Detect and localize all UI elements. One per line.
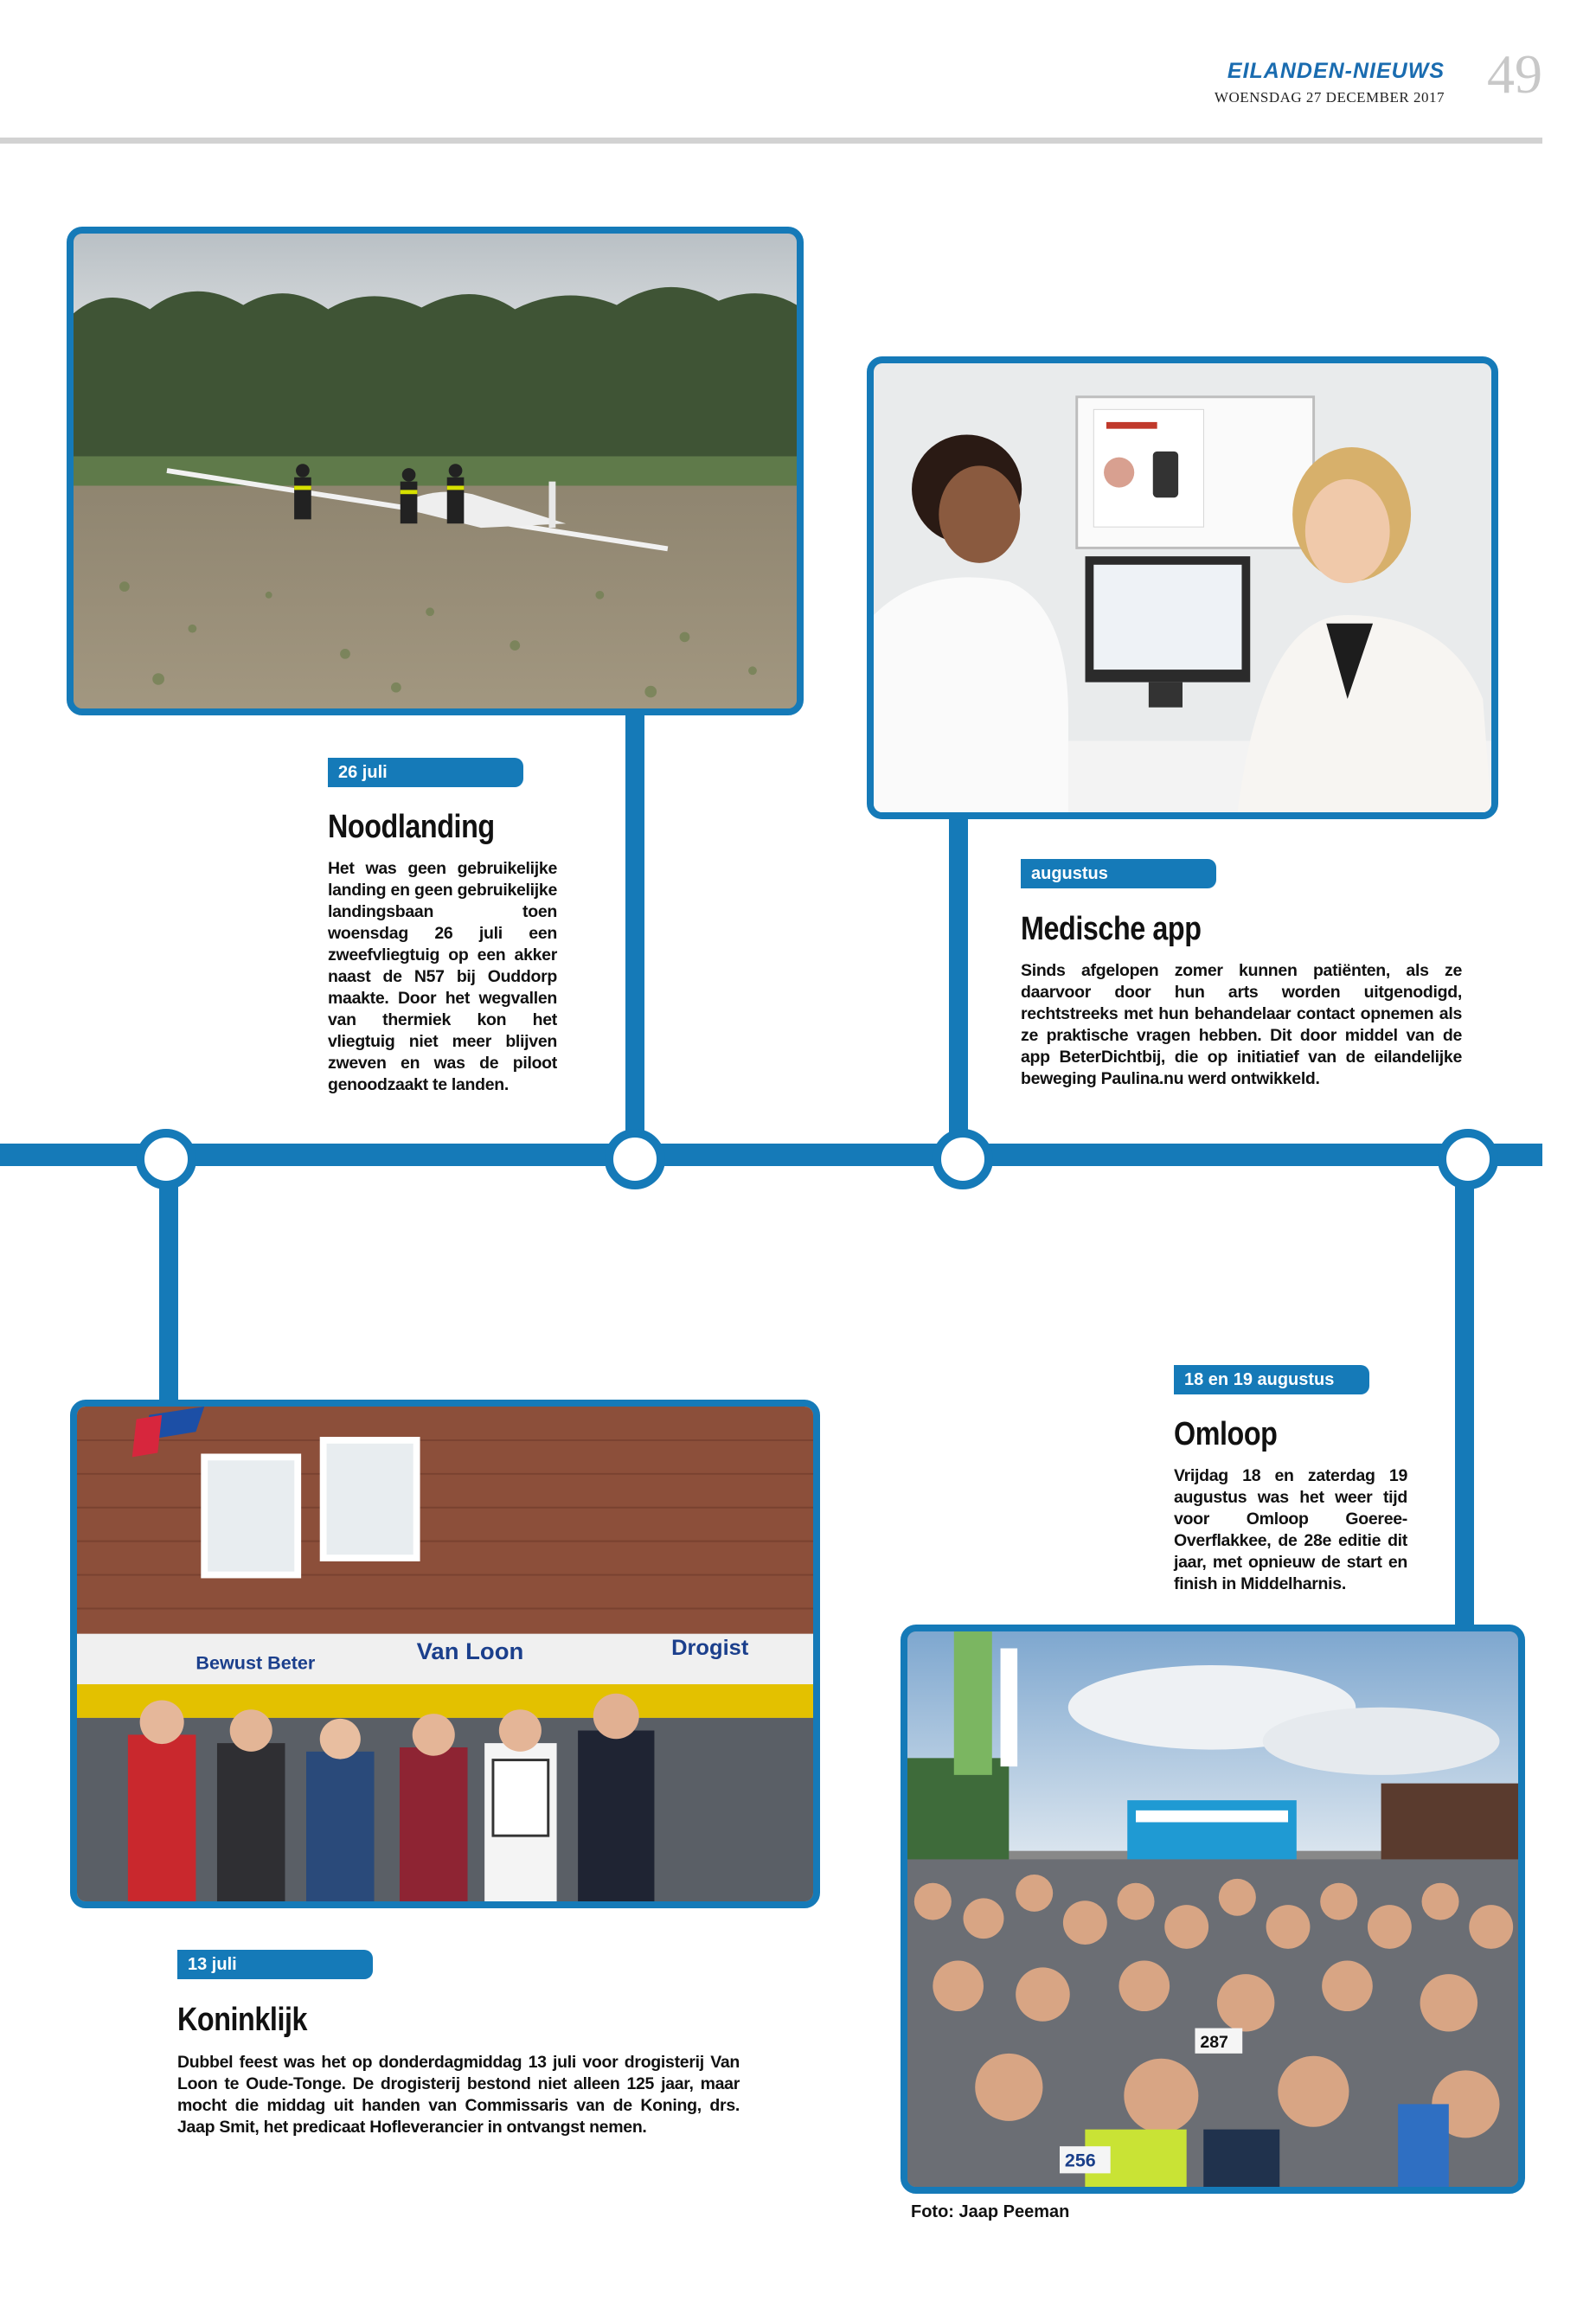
issue-date: WOENSDAG 27 DECEMBER 2017: [1214, 89, 1445, 106]
timeline-node-noodlanding: [605, 1129, 665, 1189]
title-koninklijk: Koninklijk: [177, 2002, 308, 2038]
body-koninklijk: Dubbel feest was het op donderdagmiddag 13 juli voor drogisterij Van Loon te Oude-Tonge. De drogisterij bestond niet alleen 125 jaar, maar mocht die middag uit handen van Commissaris van de Koning, drs. Jaap Smit, het predicaat Hofleverancier in ontvangst nemen.: [177, 2053, 740, 2137]
date-badge-koninklijk: 13 juli: [177, 1950, 373, 1979]
timeline-node-koninklijk: [136, 1129, 196, 1189]
body-noodlanding: Het was geen gebruikelijke landing en geen gebruikelijke landingsbaan toen woensdag 26 juli een zweefvliegtuig op een akker naast de N57 bij Ouddorp maakte. Door het wegvallen van thermiek kon het vliegtuig niet meer blijven zweven en was de piloot genoodzaakt te landen.: [328, 859, 557, 1094]
timeline-node-omloop: [1438, 1129, 1498, 1189]
connector-line-koninklijk: [159, 1176, 178, 1401]
date-badge-noodlanding: 26 juli: [328, 758, 523, 787]
page-number: 49: [1487, 43, 1542, 105]
title-noodlanding: Noodlanding: [328, 809, 495, 845]
connector-line-omloop: [1455, 1176, 1474, 1626]
timeline-node-medische-app: [933, 1129, 993, 1189]
header-rule: [0, 138, 1542, 144]
photo-shop-ceremony: [70, 1400, 820, 1908]
title-omloop: Omloop: [1174, 1416, 1278, 1452]
race-bib-1: 287: [1200, 2033, 1228, 2053]
masthead: EILANDEN-NIEUWS: [1227, 59, 1445, 83]
photo-credit: Foto: Jaap Peeman: [911, 2202, 1070, 2221]
shop-sign-right: Drogist: [671, 1636, 749, 1660]
photo-omloop-crowd: [901, 1625, 1525, 2194]
timeline-main-line: [0, 1144, 1542, 1166]
body-medische-app: Sinds afgelopen zomer kunnen patiënten, als ze daarvoor door hun arts worden uitgenodigd, rechtstreeks met hun behandelaar contact opnemen als ze praktische vragen hebben. Dit door middel van de app BeterDichtbij, die op initiatief van de eilandelijke beweging Paulina.nu werd ontwikkeld.: [1021, 961, 1462, 1088]
date-badge-medische-app: augustus: [1021, 859, 1216, 888]
title-medische-app: Medische app: [1021, 911, 1202, 947]
shop-sign-middle: Van Loon: [416, 1637, 524, 1664]
shop-sign-left: Bewust Beter: [195, 1652, 316, 1674]
photo-medical-app: [867, 356, 1498, 819]
body-omloop: Vrijdag 18 en zaterdag 19 augustus was het weer tijd voor Omloop Goeree-Overflakkee, de 28e editie dit jaar, met opnieuw de start en finish in Middelharnis.: [1174, 1466, 1407, 1593]
photo-glider-landing: [67, 227, 804, 715]
date-badge-omloop: 18 en 19 augustus: [1174, 1365, 1369, 1394]
connector-line-noodlanding: [625, 692, 644, 1133]
connector-line-medische-app: [949, 804, 968, 1133]
race-bib-2: 256: [1064, 2150, 1096, 2171]
